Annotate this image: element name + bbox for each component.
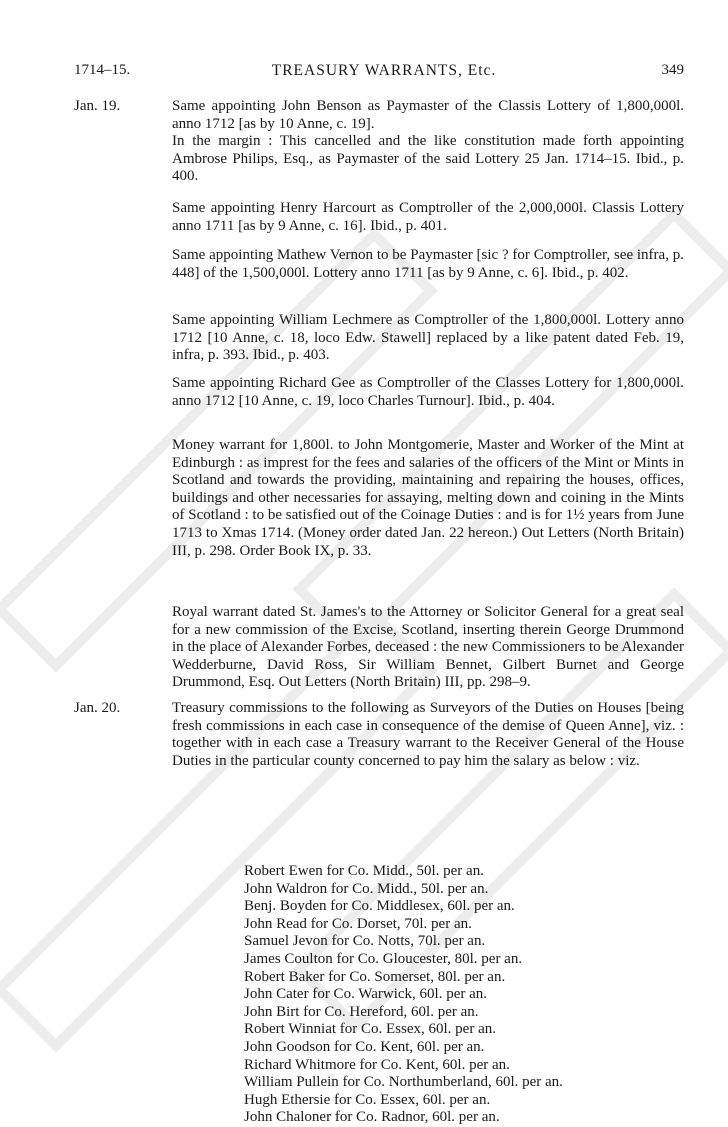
- entry-gee: [172, 375, 684, 410]
- entry-text: Treasury commissions to the following as Surveyors of the Duties on Houses [being fresh commissions in each case in consequence of the demise of Queen Anne], viz. : together with in each case a Treasury warrant to the Receiver General of the House Duties in the particular county concerned to pay him the salary as below : viz.: [172, 700, 684, 769]
- list-item: John Read for Co. Dorset, 70l. per an.: [244, 915, 472, 932]
- entry-text: Same appointing John Benson as Paymaster of the Classis Lottery of 1,800,000l. anno 1712 [as by 10 Anne, c. 19].: [172, 98, 684, 132]
- list-item: John Waldron for Co. Midd., 50l. per an.: [244, 880, 489, 897]
- entry-harcourt: [172, 200, 684, 235]
- entry-text: Money warrant for 1,800l. to John Montgomerie, Master and Worker of the Mint at Edinburgh : as imprest for the fees and salaries of the officers of the Mint or Mints in Scotland and towards the providing, maintaining and repairing the houses, offices, buildings and other necessaries for assaying, melting down and coining in the Mints of Scotland : to be satisfied out of the Coinage Duties : and is for 1½ years from June 1713 to Xmas 1714. (Money order dated Jan. 22 hereon.) Out Letters (North Britain) III, p. 298. Order Book IX, p. 33.: [172, 437, 684, 559]
- entry-royal-warrant: [172, 604, 684, 692]
- entry-text: Same appointing Richard Gee as Comptroller of the Classes Lottery for 1,800,000l. anno 1712 [10 Anne, c. 19, loco Charles Turnour]. Ibid., p. 404.: [172, 375, 684, 409]
- list-item: John Goodson for Co. Kent, 60l. per an.: [244, 1038, 485, 1055]
- list-item: Robert Winniat for Co. Essex, 60l. per an.: [244, 1021, 496, 1038]
- list-item: James Coulton for Co. Gloucester, 80l. per an.: [244, 950, 523, 967]
- date-jan-19: Jan. 19.: [74, 98, 121, 114]
- list-item: Samuel Jevon for Co. Notts, 70l. per an.: [244, 933, 486, 950]
- list-item: John Chaloner for Co. Radnor, 60l. per an.: [244, 1109, 500, 1126]
- list-item: Richard Whitmore for Co. Kent, 60l. per an.: [244, 1056, 510, 1073]
- header-year: 1714–15.: [74, 62, 131, 78]
- page-number: 349: [661, 62, 684, 78]
- entry-benson: [172, 98, 684, 186]
- entry-text: Royal warrant dated St. James's to the Attorney or Solicitor General for a great seal for a new commission of the Excise, Scotland, inserting therein George Drummond in the place of Alexander Forbes, deceased : the new Commissioners to be Alexander Wedderburne, David Ross, Sir William Bennet, Gilbert Burnet and George Drummond, Esq. Out Letters (North Britain) III, pp. 298–9.: [172, 604, 684, 691]
- entry-text: Same appointing Henry Harcourt as Comptroller of the 2,000,000l. Classis Lottery anno 1711 [as by 9 Anne, c. 16]. Ibid., p. 401.: [172, 200, 684, 234]
- entry-montgomerie: [172, 437, 684, 560]
- list-item: Hugh Ethersie for Co. Essex, 60l. per an.: [244, 1091, 491, 1108]
- list-item: Benj. Boyden for Co. Middlesex, 60l. per an.: [244, 898, 515, 915]
- entry-text: Same appointing Mathew Vernon to be Paymaster [sic ? for Comptroller, see infra, p. 448] of the 1,500,000l. Lottery anno 1711 [as by 9 Anne, c. 6]. Ibid., p. 402.: [172, 247, 684, 281]
- list-item: Robert Baker for Co. Somerset, 80l. per an.: [244, 968, 506, 985]
- entry-vernon: [172, 247, 684, 282]
- list-item: Robert Ewen for Co. Midd., 50l. per an.: [244, 863, 484, 879]
- list-item: John Cater for Co. Warwick, 60l. per an.: [244, 986, 488, 1003]
- entry-lechmere: [172, 312, 684, 365]
- entry-text: Same appointing William Lechmere as Comptroller of the 1,800,000l. Lottery anno 1712 [10 Anne, c. 18, loco Edw. Stawell] replaced by a like patent dated Feb. 19, infra, p. 393. Ibid., p. 403.: [172, 312, 684, 364]
- entry-surveyors: [172, 700, 684, 770]
- running-title: TREASURY WARRANTS, Etc.: [271, 62, 497, 79]
- list-item: William Pullein for Co. Northumberland, 60l. per an.: [244, 1074, 563, 1091]
- entry-margin-note: In the margin : This cancelled and the like constitution made forth appointing Ambrose Philips, Esq., as Paymaster of the said Lottery 25 Jan. 1714–15. Ibid., p. 400.: [172, 133, 684, 185]
- list-item: John Birt for Co. Hereford, 60l. per an.: [244, 1003, 479, 1020]
- surveyor-list: [244, 863, 563, 1127]
- date-jan-20: Jan. 20.: [74, 700, 121, 716]
